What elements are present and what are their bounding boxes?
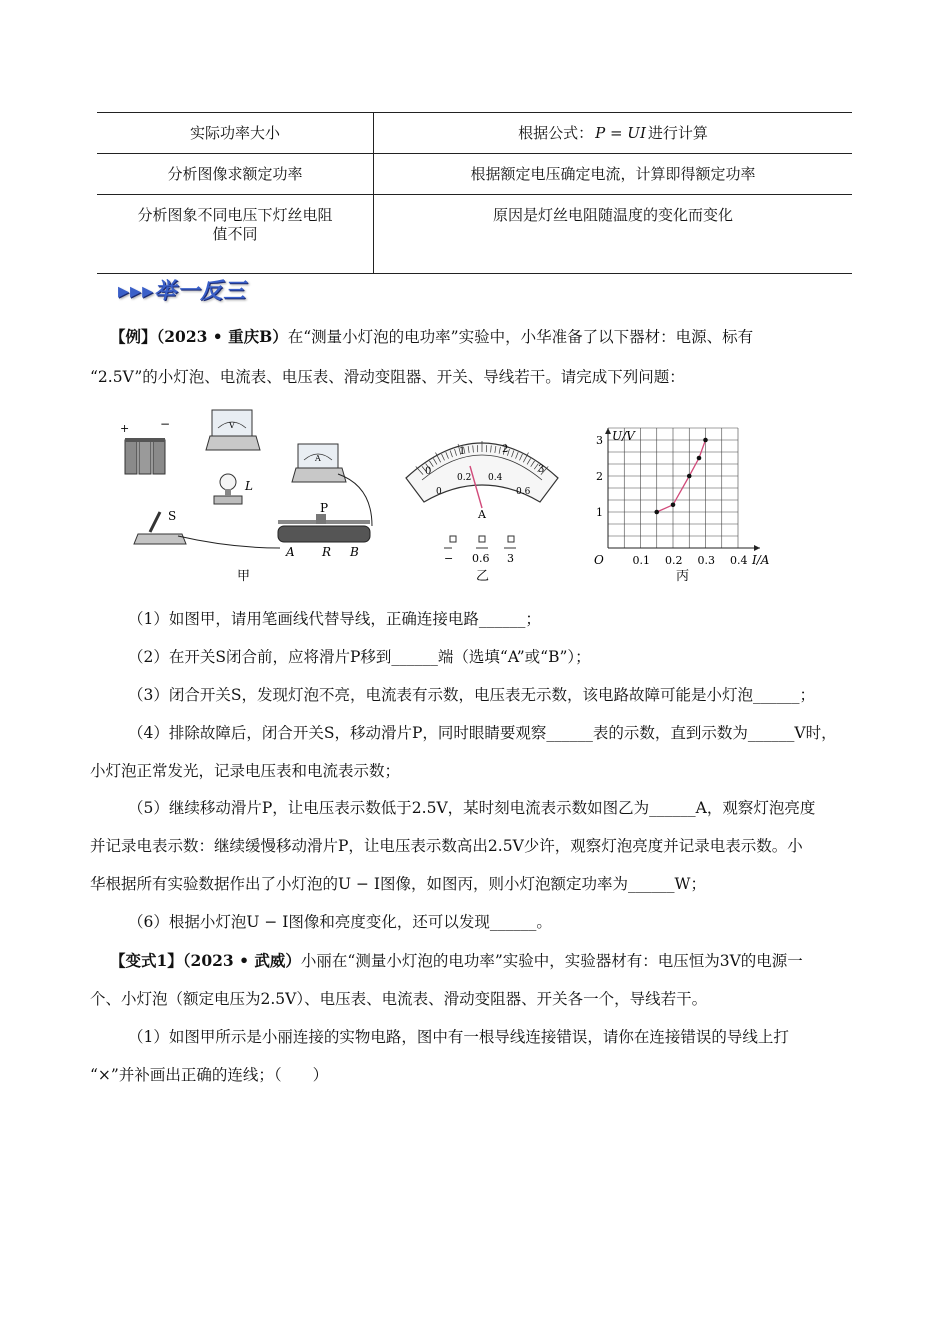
variant-line-2: 个、小灯泡（额定电压为2.5V）、电压表、电流表、滑动变阻器、开关各一个，导线若干。: [90, 990, 708, 1008]
formula: P = UI: [595, 124, 646, 142]
data-point: [671, 503, 676, 508]
rheostat-icon: [278, 514, 370, 542]
y-tick-label: 3: [596, 434, 603, 447]
dial-bottom-tick: 0.2: [457, 473, 472, 483]
data-point: [654, 510, 659, 515]
question-2: （2）在开关S闭合前，应将滑片P移到______端（选填“A”或“B”）；: [128, 648, 591, 666]
x-axis-arrow: [754, 545, 760, 551]
question-5-line-2: 并记录电表示数：继续缓慢移动滑片P，让电压表示数高出2.5V少许，观察灯泡亮度并记录电表示数。小: [90, 837, 803, 855]
wire: [178, 536, 280, 548]
cell-text: 根据公式：: [518, 124, 594, 142]
variant-line-1: [110, 950, 803, 972]
lamp-label: L: [245, 479, 253, 493]
cell-text: 分析图象不同电压下灯丝电阻: [137, 206, 333, 224]
terminal-a-label: A: [286, 545, 295, 559]
dial-top-tick: 2: [502, 444, 509, 455]
dial-bottom-tick: 0: [436, 487, 442, 497]
terminal-label: −: [444, 552, 454, 565]
example-line-2: “2.5V”的小灯泡、电流表、电压表、滑动变阻器、开关、导线若干。请完成下列问题：: [90, 368, 685, 386]
terminal-label: 0.6: [472, 552, 490, 565]
resistor-label: R: [322, 545, 332, 559]
variant-question-1-line-1: （1）如图甲所示是小丽连接的实物电路，图中有一根导线连接错误，请你在连接错误的导线上打: [128, 1028, 789, 1046]
x-tick-label: 0.4: [730, 554, 748, 567]
dial-bottom-tick: 0.6: [516, 487, 531, 497]
figures: [110, 398, 770, 588]
dial-top-tick: 1: [459, 446, 466, 457]
question-3: （3）闭合开关S，发现灯泡不亮，电流表有示数，电压表无示数，该电路故障可能是小灯泡______；: [128, 686, 815, 704]
y-tick-label: 2: [596, 470, 603, 483]
cell-text: 原因是灯丝电阻随温度的变化而变化: [492, 206, 733, 224]
caption-yi: 乙: [476, 569, 490, 584]
figure-yi: [406, 441, 558, 584]
battery-icon: [125, 438, 165, 474]
table-cell: 根据额定电压确定电流，计算即得额定功率: [374, 154, 853, 195]
y-axis-label: U/V: [612, 429, 635, 443]
example-source: （2023 • 重庆B）: [156, 327, 288, 346]
lamp-icon: [214, 474, 242, 504]
x-tick-label: 0.3: [697, 554, 715, 567]
slider-label: P: [320, 501, 329, 515]
dial-bottom-tick: 0.4: [488, 473, 503, 483]
section-banner: [118, 274, 268, 308]
example-line-1: [110, 326, 753, 348]
table-cell: 实际功率大小: [97, 113, 374, 154]
dial-top-tick: 3: [538, 464, 545, 475]
x-axis-label: I/A: [752, 553, 770, 567]
variant-tag: 【变式1】: [110, 951, 183, 970]
plus-sign: +: [120, 422, 130, 435]
origin-label: O: [594, 553, 604, 567]
voltmeter-label: V: [229, 421, 235, 430]
cell-text: 进行计算: [647, 124, 708, 142]
data-point: [703, 438, 708, 443]
variant-text: 小丽在“测量小灯泡的电功率”实验中，实验器材有：电压恒为3V的电源一: [300, 952, 803, 970]
ammeter-icon: [292, 444, 346, 482]
caption-bing: 丙: [676, 569, 690, 584]
switch-label: S: [168, 509, 177, 523]
table-row: [97, 195, 852, 274]
y-tick-label: 1: [596, 506, 603, 519]
y-axis-arrow: [605, 428, 611, 434]
ammeter-label: A: [315, 454, 321, 463]
example-tag: 【例】: [110, 327, 157, 346]
dial-unit: A: [478, 508, 486, 521]
question-5-line-3: 华根据所有实验数据作出了小灯泡的U − I图像，如图丙，则小灯泡额定功率为______W；: [90, 875, 706, 893]
terminals-icon: [444, 536, 516, 548]
table-cell: [97, 195, 374, 274]
table-row: [97, 154, 852, 195]
terminal-b-label: B: [350, 545, 359, 559]
table-cell: [374, 113, 853, 154]
voltmeter-icon: [206, 410, 260, 450]
variant-question-1-line-2: “×”并补画出正确的连线；（ ）: [90, 1066, 329, 1084]
minus-sign: −: [160, 417, 171, 431]
table-cell: [374, 195, 853, 274]
question-1: （1）如图甲，请用笔画线代替导线，正确连接电路______；: [128, 610, 541, 628]
terminal-label: 3: [507, 552, 514, 565]
caption-jia: 甲: [237, 569, 251, 584]
question-4-line-2: 小灯泡正常发光，记录电压表和电流表示数；: [90, 762, 401, 780]
data-point: [697, 456, 702, 461]
table-cell: 分析图像求额定功率: [97, 154, 374, 195]
data-point: [687, 474, 692, 479]
x-tick-label: 0.1: [632, 554, 650, 567]
x-tick-label: 0.2: [665, 554, 683, 567]
question-4-line-1: （4）排除故障后，闭合开关S，移动滑片P，同时眼睛要观察______表的示数，直到示数为______V时，: [128, 724, 837, 742]
dial-top-tick: 0: [425, 466, 432, 477]
summary-table: [97, 112, 852, 274]
table-row: [97, 113, 852, 154]
figure-jia: [120, 410, 372, 584]
variant-source: （2023 • 武威）: [182, 951, 301, 970]
question-6: （6）根据小灯泡U − I图像和亮度变化，还可以发现______。: [128, 913, 552, 931]
switch-icon: [134, 512, 186, 544]
banner-title: ▸▸▸举一反三: [118, 279, 247, 304]
figure-bing: [594, 428, 770, 584]
question-5-line-1: （5）继续移动滑片P，让电压表示数低于2.5V，某时刻电流表示数如图乙为______A，观察灯泡亮度: [128, 799, 816, 817]
chart-grid: [608, 428, 738, 548]
cell-text: 值不同: [212, 225, 258, 243]
example-text: 在“测量小灯泡的电功率”实验中，小华准备了以下器材：电源、标有: [287, 328, 754, 346]
